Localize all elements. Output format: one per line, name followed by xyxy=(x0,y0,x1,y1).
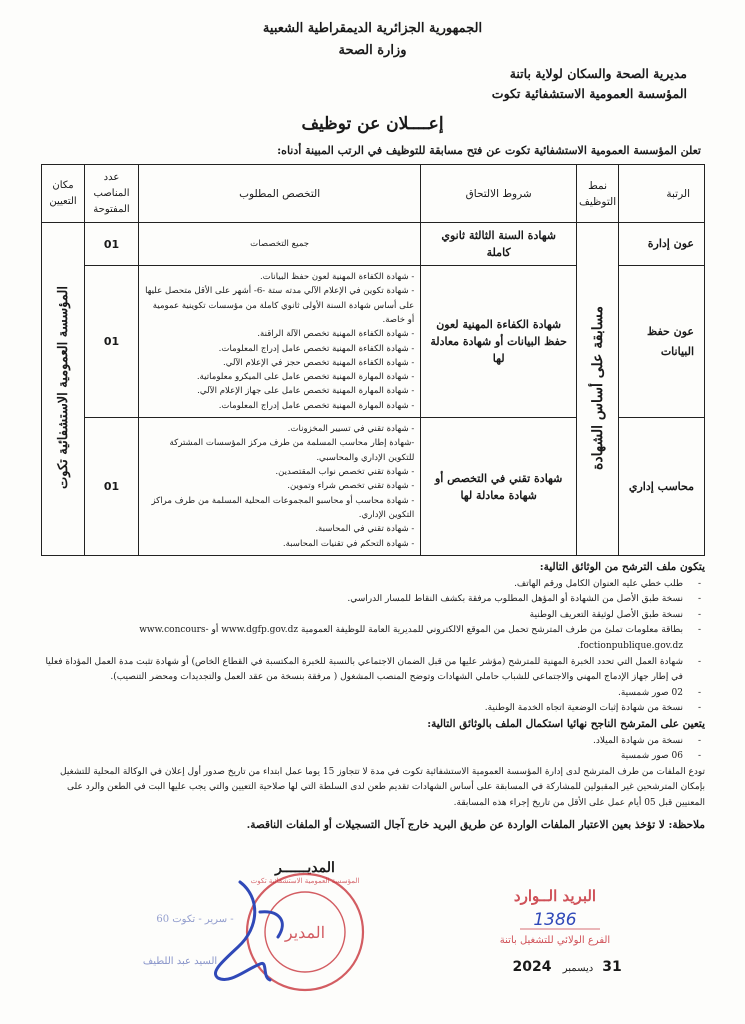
positions-cell: 01 xyxy=(85,266,139,418)
republic-name: الجمهورية الجزائرية الديمقراطية الشعبية xyxy=(262,21,483,36)
stamp-center-text: المدير xyxy=(284,923,326,942)
header-specialty: التخصص المطلوب xyxy=(138,165,420,223)
table-header-row xyxy=(42,165,705,223)
appeal-text: بإمكان المترشحين غير المقبولين للمشاركة في المسابقة على أساس الشهادات تقديم طعن لدى السلطة التي لها صلاحية التعيين والتي يجب عليها البت في الطعن والرد على المعنيين قبل 05 أيام عمل على الأقل من تاريخ إجراء هذه المسابقة. xyxy=(67,782,705,808)
specialty-cell xyxy=(138,266,420,418)
specialty-cell xyxy=(138,223,420,266)
documents-section xyxy=(35,560,705,833)
header-place: مكان التعيين xyxy=(42,165,85,223)
specialty-line: جميع التخصصات xyxy=(250,238,310,249)
note-text: ملاحظة: لا تؤخذ بعين الاعتبار الملفات الواردة عن طريق البريد خارج آجال التسجيلات أو الملفات الناقصة. xyxy=(246,818,705,831)
rank-cell: عون إدارة xyxy=(619,223,705,266)
specialty-line: - شهادة محاسب أو محاسبو المجموعات المحلية المسلمة من طرف مراكز التكوين الإداري. xyxy=(151,495,415,520)
stamp-beds-text: 60 سرير - تكوت - xyxy=(156,914,234,925)
conditions-cell: شهادة السنة الثالثة ثانوي كاملة xyxy=(421,223,577,266)
header-center xyxy=(0,18,745,62)
mail-stamp-day: 31 xyxy=(602,959,622,975)
positions-cell: 01 xyxy=(85,418,139,556)
header-positions: عدد المناصب المفتوحة xyxy=(85,165,139,223)
mail-stamp xyxy=(470,885,640,985)
document-item: - بطاقة معلومات تملئ من طرف المترشح تحمل من الموقع الالكتروني للمديرية العامة للوظيفة العمومية www.dgfp.gov.dz أو www.concours-foctionpublique.gov.dz. xyxy=(35,623,705,654)
specialty-line: - شهادة الكفاءة المهنية تخصص عامل إدراج المعلومات. xyxy=(218,343,415,354)
final-document-item: - 06 صور شمسية xyxy=(35,749,705,765)
document-item: - شهادة العمل التي تحدد الخبرة المهنية للمترشح (مؤشر عليها من قبل الضمان الاجتماعي بالنسبة للخبرة المكتسبة في القطاع الخاص) أو شهادة تثبت مدة العمل المؤداة فعليا في إطار جهاز الإدماج المهني والاجتماعي للشباب حاملي الشهادات وتوضح المنصب المشغول ( مرفقة بنسخة من عقد العمل والتجديدات ومحضر التنصيب). xyxy=(35,655,705,686)
place-merged-text: المؤسسة العمومية الاستشفائية تكوت xyxy=(55,285,71,489)
specialty-line: -شهادة إطار محاسب المسلمة من طرف مركز المؤسسات المشتركة للتكوين الإداري والمحاسبي. xyxy=(169,438,415,463)
director-signature-area xyxy=(110,852,370,1002)
mail-stamp-branch: الفرع الولائي للتشغيل باتنة xyxy=(499,935,611,946)
conditions-cell: شهادة تقني في التخصص أو شهادة معادلة لها xyxy=(421,418,577,556)
ministry-name: وزارة الصحة xyxy=(338,43,407,58)
specialty-line: - شهادة تقني في المحاسبة. xyxy=(315,524,415,535)
specialty-line: - شهادة الكفاءة المهنية تخصص الآلة الراقنة. xyxy=(257,329,415,340)
intro-text: تعلن المؤسسة العمومية الاستشفائية تكوت عن فتح مسابقة للتوظيف في الرتب المبينة أدناه: xyxy=(277,144,701,157)
stamp-name-text: السيد عبد اللطيف xyxy=(142,956,218,967)
directorate-name: مديرية الصحة والسكان لولاية باتنة xyxy=(509,66,687,81)
final-documents-heading: يتعين على المترشح الناجح نهائيا استكمال الملف بالوثائق التالية: xyxy=(427,717,705,730)
document-item: - نسخة طبق الأصل من الشهادة أو المؤهل المطلوب مرفقة بكشف النقاط للمسار الدراسي. xyxy=(35,592,705,608)
document-item: - 02 صور شمسية. xyxy=(35,686,705,702)
institution-name: المؤسسة العمومية الاستشفائية تكوت xyxy=(491,86,687,101)
document-item: - نسخة طبق الأصل لوثيقة التعريف الوطنية xyxy=(35,608,705,624)
header-mode: نمط التوظيف xyxy=(577,165,619,223)
place-merged-cell xyxy=(42,223,85,556)
mode-merged-cell xyxy=(577,223,619,556)
header-right xyxy=(492,64,687,104)
specialty-line: - شهادة تكوين في الإعلام الآلي مدته ستة -6- أشهر على الأقل متحصل عليها على أساس شهادة السنة الأولى ثانوي كاملة من مؤسسات تكوينية عمومية أو خاصة. xyxy=(145,286,415,325)
specialty-line: - شهادة المهارة المهنية تخصص عامل على الميكرو معلوماتية. xyxy=(196,372,415,383)
specialty-line: - شهادة تقني تخصص نواب المقتصدين. xyxy=(275,467,415,478)
mode-merged-text: مسابقة على أساس الشهادة xyxy=(589,305,606,470)
stamp-ring-text: المؤسسة العمومية الاستشفائية تكوت xyxy=(250,877,360,885)
document-item: - طلب خطي عليه العنوان الكامل ورقم الهاتف. xyxy=(35,577,705,593)
director-label: المديــــــر xyxy=(275,860,335,876)
mail-stamp-year: 2024 xyxy=(512,959,552,975)
specialty-line: - شهادة الكفاءة المهنية تخصص حجز في الإعلام الآلي. xyxy=(222,357,415,368)
specialty-cell xyxy=(138,418,420,556)
handwritten-signature xyxy=(215,882,282,980)
specialty-line: - شهادة تقني في تسيير المخزونات. xyxy=(287,424,415,435)
deposit-text: تودع الملفات من طرف المترشح لدى إدارة المؤسسة العمومية الاستشفائية تكوت في مدة لا تتجاوز 15 يوما عمل ابتداء من تاريخ صدور أول إعلان في الوكالة المحلية للتشغيل xyxy=(60,766,705,777)
specialty-line: - شهادة المهارة المهنية تخصص عامل إدراج المعلومات. xyxy=(218,400,415,411)
header-rank: الرتبة xyxy=(619,165,705,223)
header-conditions: شروط الالتحاق xyxy=(421,165,577,223)
document-item: - نسخة من شهادة إثبات الوضعية اتجاه الخدمة الوطنية. xyxy=(35,701,705,717)
mail-stamp-month: ديسمبر xyxy=(562,963,594,974)
mail-stamp-title: البريد الــوارد xyxy=(513,887,597,905)
table-row xyxy=(42,223,705,266)
specialty-line: - شهادة الكفاءة المهنية لعون حفظ البيانات. xyxy=(259,272,415,283)
positions-cell: 01 xyxy=(85,223,139,266)
specialty-line: - شهادة تقني تخصص شراء وتموين. xyxy=(287,481,415,492)
specialty-line: - شهادة التحكم في تقنيات المحاسبة. xyxy=(282,538,415,549)
page-title: إعــــلان عن توظيف xyxy=(301,114,444,134)
documents-heading: يتكون ملف الترشح من الوثائق التالية: xyxy=(539,561,705,573)
conditions-cell: شهادة الكفاءة المهنية لعون حفظ البيانات أو شهادة معادلة لها xyxy=(421,266,577,418)
specialty-line: - شهادة المهارة المهنية تخصص عامل على جهاز الإعلام الآلي. xyxy=(197,386,415,397)
mail-stamp-number: 1386 xyxy=(533,910,577,930)
rank-cell: عون حفظ البيانات xyxy=(619,266,705,418)
rank-cell: محاسب إداري xyxy=(619,418,705,556)
final-document-item: - نسخة من شهادة الميلاد. xyxy=(35,734,705,750)
positions-table xyxy=(41,164,705,556)
